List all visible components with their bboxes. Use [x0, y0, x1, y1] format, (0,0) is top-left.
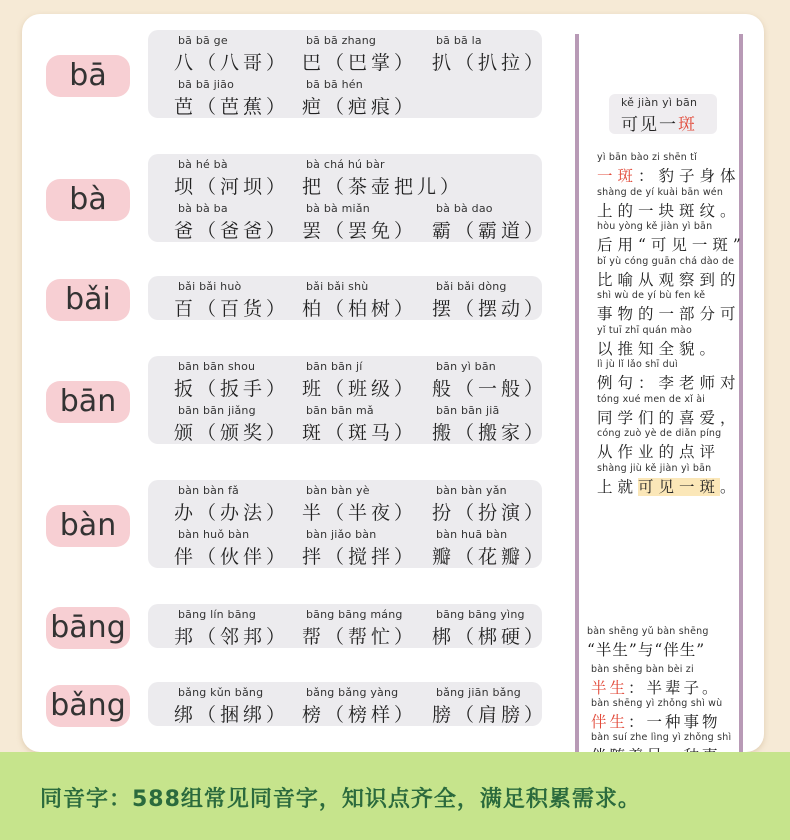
word-line [158, 202, 548, 242]
idiom-line-pinyin: bǐ yù cóng guān chá dào de [597, 255, 735, 267]
bottom-banner [0, 752, 790, 840]
word-line [158, 78, 538, 118]
word-pinyin: bàn huā bàn [436, 528, 508, 541]
syllable-label: bǎi [46, 279, 130, 321]
compare-line-keyword: 伴生 [591, 713, 629, 731]
word-hanzi: 疤（疤痕） [302, 96, 418, 118]
word-hanzi: 半（半夜） [302, 502, 418, 524]
word-hanzi: 梆（梆硬） [432, 626, 548, 648]
word-line [158, 686, 548, 726]
word-pinyin: bàn bàn yè [306, 484, 370, 497]
idiom-line-pinyin: lì jù lǐ lǎo shī duì [597, 359, 678, 370]
word-pinyin: bāng lín bāng [178, 608, 257, 621]
idiom-line-pre: 上就 [597, 477, 639, 496]
word-pinyin: bān bān jiā [436, 404, 500, 417]
word-pinyin: bā bā ge [178, 34, 228, 47]
syllable-label: bàn [46, 505, 130, 547]
page-card [22, 14, 764, 752]
compare-line-pinyin: bàn suí zhe lìng yì zhǒng shì [591, 732, 732, 743]
idiom-line-text [597, 164, 741, 186]
word-line [158, 360, 548, 400]
word-hanzi: 瓣（花瓣） [432, 546, 548, 568]
word-pinyin: bǎng jiān bǎng [436, 686, 521, 699]
word-pinyin: bǎi bǎi shù [306, 280, 369, 293]
idiom-title [609, 94, 717, 134]
word-hanzi: 巴（巴掌） [302, 52, 418, 74]
idiom-line-pre: 以推知全貌。 [597, 339, 721, 358]
word-pinyin: bāng bāng yìng [436, 608, 525, 621]
word-hanzi: 邦（邻邦） [174, 626, 290, 648]
word-hanzi: 帮（帮忙） [302, 626, 418, 648]
word-box [148, 356, 548, 444]
word-line [158, 158, 538, 198]
word-line [158, 280, 548, 320]
compare-line-pinyin: bàn shēng yì zhǒng shì wù [591, 698, 723, 709]
idiom-line-pinyin: cóng zuò yè de diǎn píng [597, 428, 722, 439]
word-hanzi: 把（茶壶把儿） [302, 176, 464, 198]
word-line [158, 608, 548, 648]
word-pinyin: bàn huǒ bàn [178, 528, 250, 541]
idiom-line-text [597, 199, 741, 221]
syllable-row [22, 604, 582, 648]
word-pinyin: bǎi bǎi dòng [436, 280, 507, 293]
word-pinyin: bà chá hú bàr [306, 158, 385, 171]
word-pinyin: bǎng bǎng yàng [306, 686, 399, 699]
idiom-line [597, 290, 743, 326]
word-pinyin: bàn jiǎo bàn [306, 528, 377, 541]
word-line [158, 34, 548, 74]
word-pinyin: bān bān jiǎng [178, 404, 256, 417]
word-pinyin: bān bān mǎ [306, 404, 374, 417]
idiom-line-pinyin: yì bān bào zi shēn tǐ [597, 152, 697, 163]
word-box [148, 682, 548, 726]
word-pinyin: bà bà dao [436, 202, 493, 215]
word-pinyin: bā bā jiāo [178, 78, 235, 91]
word-hanzi: 扒（扒拉） [432, 52, 548, 74]
word-hanzi: 芭（芭蕉） [174, 96, 290, 118]
word-hanzi: 坝（河坝） [174, 176, 290, 198]
idiom-title-pinyin: kě jiàn yì bān [621, 96, 698, 109]
idiom-line-pinyin: tóng xué men de xǐ ài [597, 393, 706, 405]
syllable-label: bǎng [46, 685, 130, 727]
syllable-label: bān [46, 381, 130, 423]
word-line [158, 404, 548, 444]
syllable-row [22, 30, 582, 118]
word-box [148, 276, 548, 320]
idiom-line [597, 256, 743, 292]
idiom-line-text [597, 233, 746, 255]
word-pinyin: bà bà miǎn [306, 202, 370, 215]
idiom-line-pre: 同学们的喜爱， [597, 408, 741, 427]
idiom-line-pinyin: shàng jiù kě jiàn yì bān [597, 462, 712, 474]
word-hanzi: 摆（摆动） [432, 298, 548, 320]
compare-line [591, 664, 737, 700]
word-pinyin: bà bà ba [178, 202, 228, 215]
word-hanzi: 百（百货） [174, 298, 290, 320]
compare-line-keyword: 半生 [591, 679, 629, 697]
syllable-row [22, 480, 582, 568]
idiom-line [597, 428, 743, 464]
idiom-line-text [597, 302, 741, 324]
word-box [148, 480, 548, 568]
idiom-line-pre: 从作业的点评 [597, 443, 721, 461]
compare-title [587, 626, 733, 662]
word-hanzi: 榜（榜样） [302, 704, 418, 726]
idiom-line-pre: 比喻从观察到的 [597, 270, 741, 289]
word-hanzi: 班（班级） [302, 378, 418, 400]
idiom-line [597, 221, 746, 257]
word-hanzi: 扮（扮演） [432, 502, 548, 524]
idiom-line-keyword: 一斑 [597, 167, 639, 185]
idiom-sidebar [575, 34, 746, 764]
compare-line [591, 698, 737, 734]
idiom-line-pre: 后用“可见一斑” [597, 236, 746, 254]
idiom-line-pinyin: shàng de yí kuài bān wén [597, 186, 724, 198]
idiom-line-pinyin: yǐ tuī zhī quán mào [597, 324, 692, 336]
idiom-line [597, 187, 743, 223]
homophone-list [22, 14, 582, 752]
compare-line-post: ：半辈子。 [628, 679, 721, 697]
idiom-line-text [597, 371, 741, 393]
word-hanzi: 般（一般） [432, 378, 548, 400]
word-pinyin: bǎi bǎi huò [178, 280, 242, 293]
word-line [158, 484, 548, 524]
idiom-line-text [597, 268, 741, 290]
word-hanzi: 柏（柏树） [302, 298, 418, 320]
word-pinyin: bāng bāng máng [306, 608, 403, 621]
compare-title-text: “半生”与“伴生” [587, 641, 706, 659]
word-hanzi: 办（办法） [174, 502, 290, 524]
idiom-line-text [597, 475, 741, 497]
syllable-row [22, 356, 582, 444]
word-hanzi: 扳（扳手） [174, 378, 290, 400]
word-line [158, 528, 548, 568]
word-pinyin: bā bā zhang [306, 34, 377, 47]
word-pinyin: bān yì bān [436, 360, 496, 373]
word-box [148, 604, 548, 648]
idiom-line-text [597, 440, 720, 462]
word-hanzi: 绑（捆绑） [174, 704, 290, 726]
compare-line-pinyin: bàn shēng bàn bèi zi [591, 664, 694, 675]
word-hanzi: 爸（爸爸） [174, 220, 290, 242]
idiom-line-highlight: 可见一斑 [638, 477, 721, 496]
word-pinyin: bà hé bà [178, 158, 228, 171]
idiom-line-pre: 例句：李老师对 [597, 374, 741, 392]
idiom-line-post: 。 [720, 477, 741, 496]
idiom-title-text [621, 110, 697, 135]
idiom-line [597, 463, 743, 499]
word-hanzi: 霸（霸道） [432, 220, 548, 242]
word-hanzi: 八（八哥） [174, 52, 290, 74]
idiom-line-pinyin: shì wù de yí bù fen kě [597, 290, 706, 301]
idiom-line [597, 394, 743, 430]
idiom-line [597, 359, 743, 395]
syllable-row [22, 682, 582, 726]
compare-line-post: ：一种事物 [628, 713, 721, 731]
idiom-line [597, 325, 743, 361]
word-hanzi: 拌（搅拌） [302, 546, 418, 568]
word-pinyin: bā bā hén [306, 78, 363, 91]
compare-line-text [591, 676, 721, 698]
word-pinyin: bǎng kǔn bǎng [178, 686, 264, 699]
syllable-row [22, 276, 582, 320]
word-pinyin: bān bān shou [178, 360, 256, 373]
word-hanzi: 颁（颁奖） [174, 422, 290, 444]
syllable-label: bāng [46, 607, 130, 649]
idiom-title-a: 可见一 [621, 115, 678, 135]
syllable-row [22, 154, 582, 242]
word-pinyin: bàn bàn yǎn [436, 484, 507, 497]
idiom-line-pre: 上的一块斑纹。 [597, 201, 741, 220]
idiom-line-text [597, 337, 720, 359]
word-box [148, 154, 548, 242]
word-hanzi: 罢（罢免） [302, 220, 418, 242]
word-hanzi: 斑（斑马） [302, 422, 418, 444]
idiom-line-pre: 事物的一部分可 [597, 305, 741, 323]
compare-line-text [591, 710, 721, 732]
word-hanzi: 伴（伙伴） [174, 546, 290, 568]
idiom-line [597, 152, 743, 188]
word-box [148, 30, 548, 118]
banner-text: 同音字：588组常见同音字，知识点齐全，满足积累需求。 [40, 787, 641, 812]
idiom-title-b: 斑 [678, 115, 697, 135]
word-pinyin: bā bā la [436, 34, 482, 47]
syllable-label: bà [46, 179, 130, 221]
word-pinyin: bān bān jí [306, 360, 363, 373]
idiom-line-pinyin: hòu yòng kě jiàn yì bān [597, 221, 713, 232]
word-hanzi: 搬（搬家） [432, 422, 548, 444]
word-pinyin: bàn bàn fǎ [178, 484, 239, 497]
compare-title-pinyin: bàn shēng yǔ bàn shēng [587, 626, 709, 637]
syllable-label: bā [46, 55, 130, 97]
idiom-line-text [597, 406, 741, 428]
word-hanzi: 膀（肩膀） [432, 704, 548, 726]
idiom-line-post: ：豹子身体 [638, 167, 741, 185]
